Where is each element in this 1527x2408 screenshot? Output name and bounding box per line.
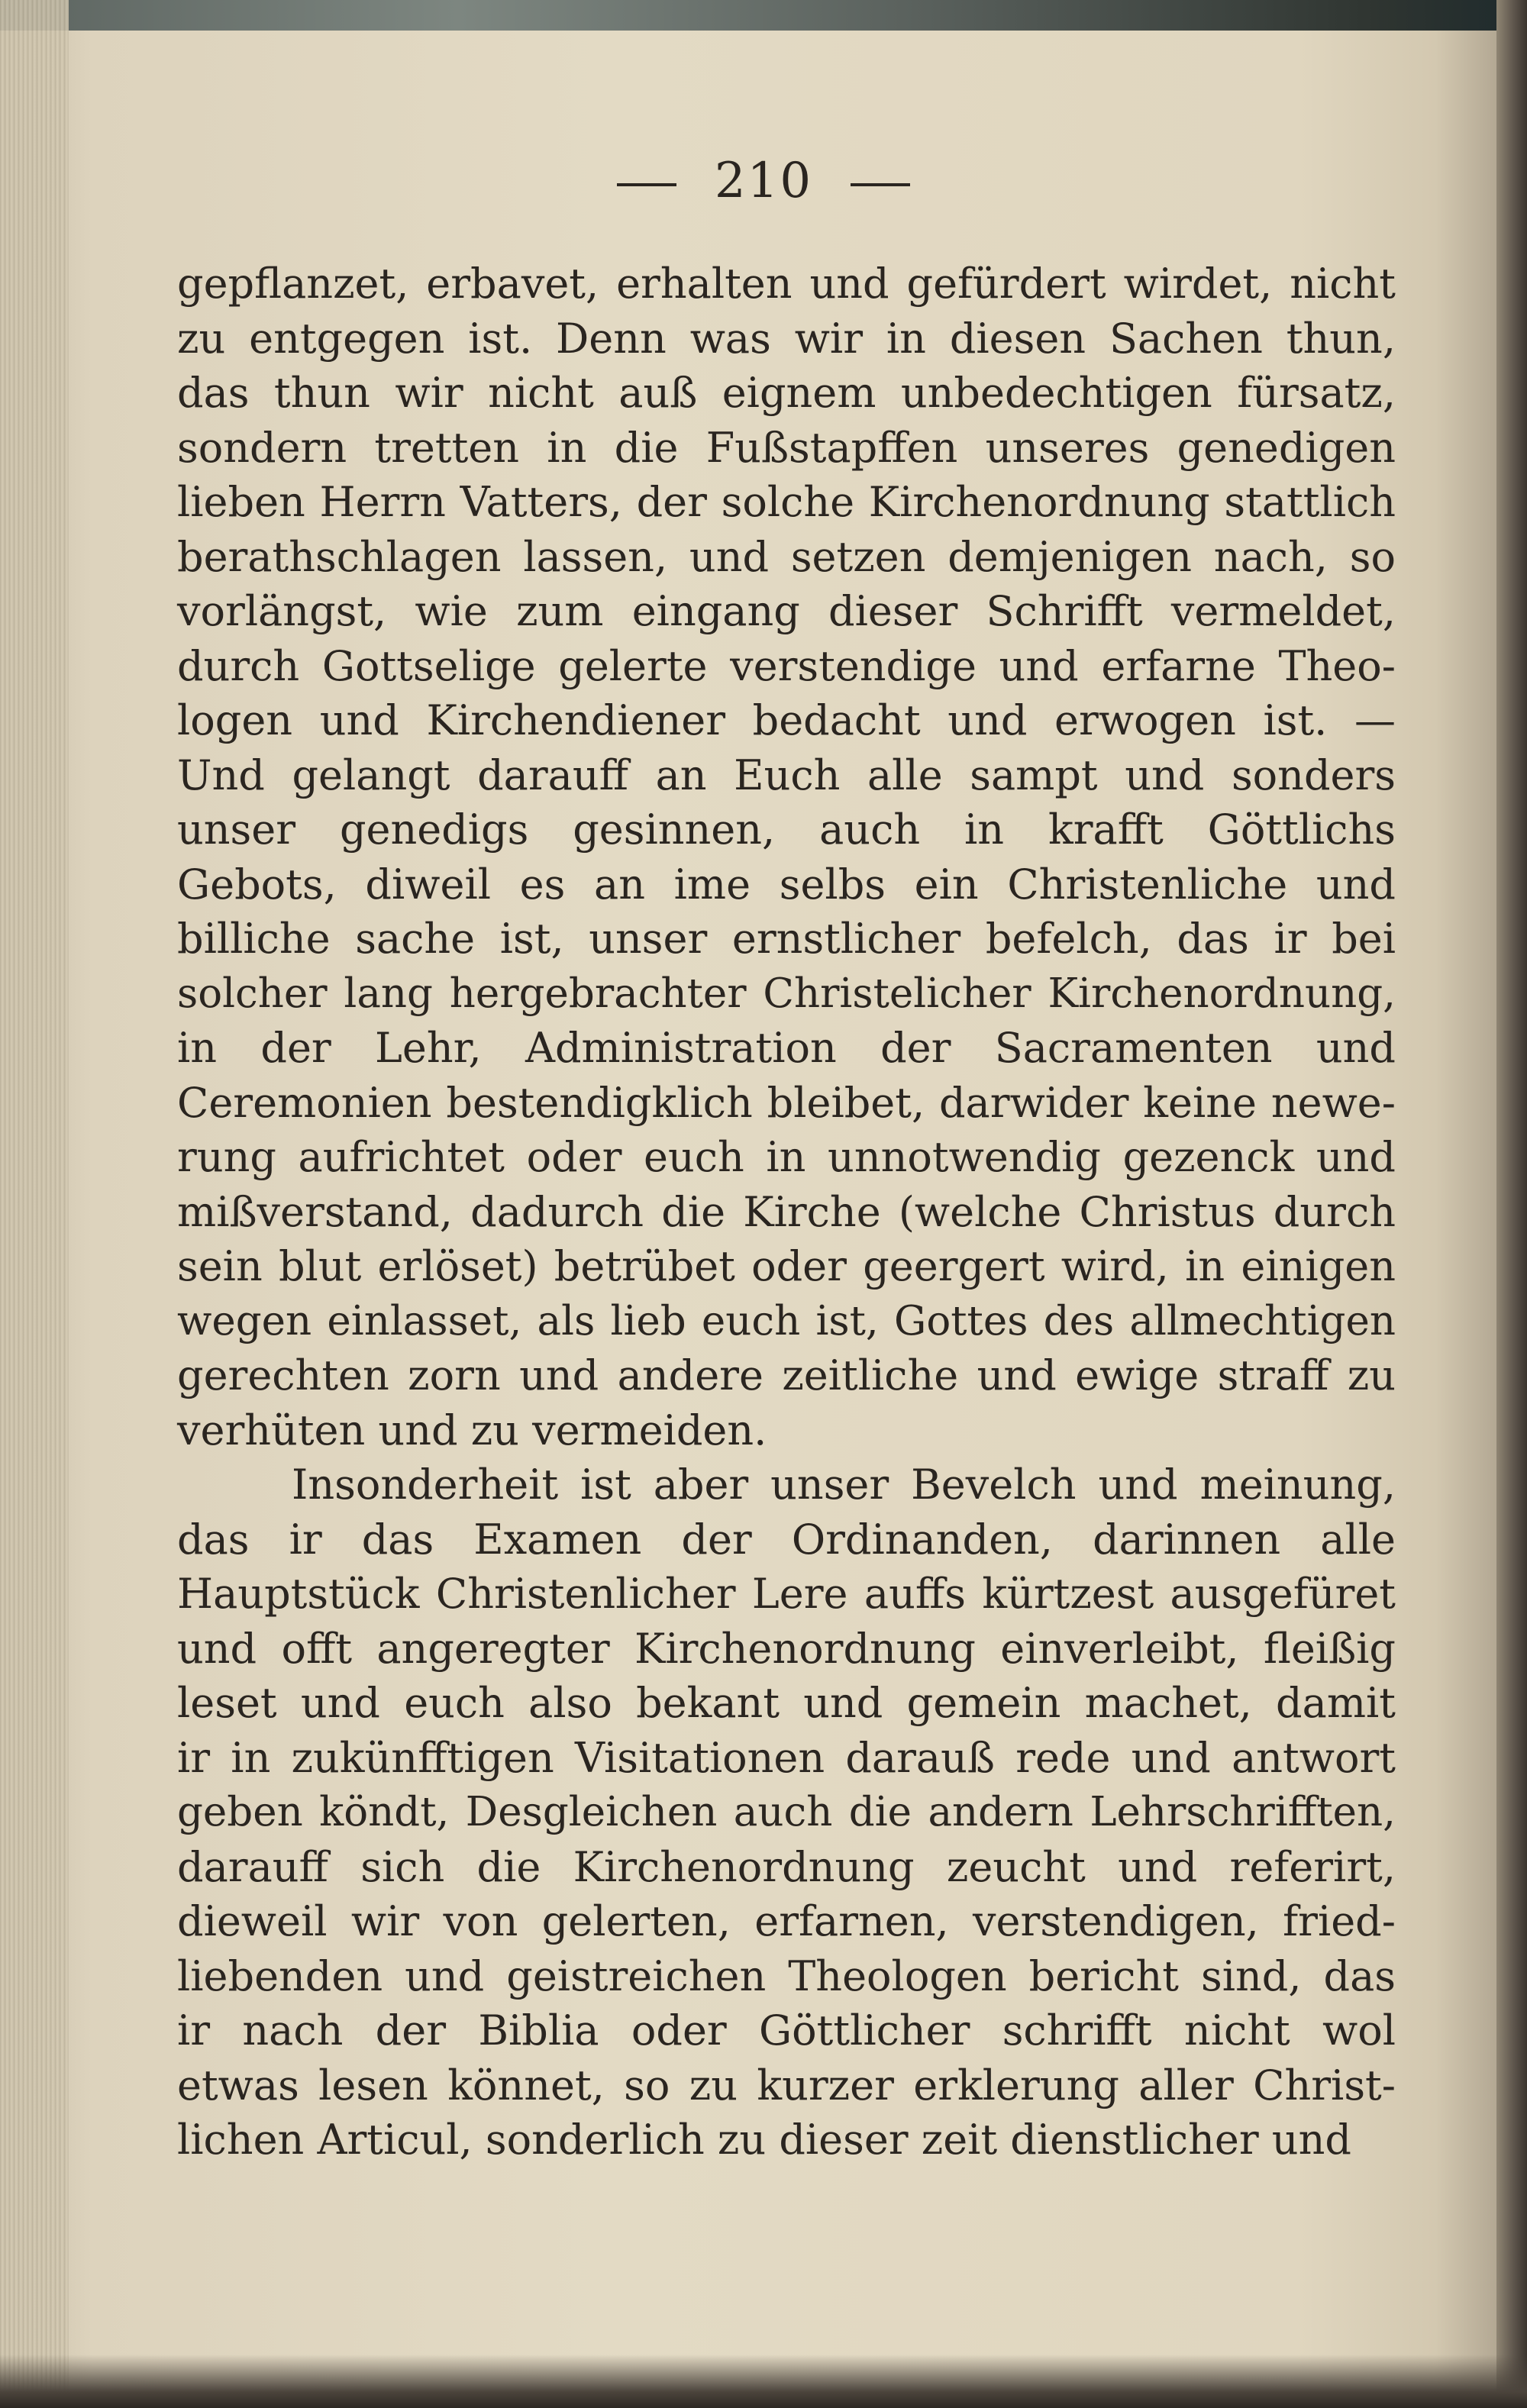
text-line: in der Lehr, Administration der Sacramenten und [177,1024,1396,1072]
text-line: berathschlagen lassen, und setzen demjenigen nach, so [177,532,1396,581]
background-top-strip [0,0,1527,31]
text-line: liebenden und geistreichen Theologen bericht sind, das [177,1951,1396,2000]
text-line: gerechten zorn und andere zeitliche und ewige straff zu [177,1351,1396,1399]
text-line: geben köndt, Desgleichen auch die andern Lehrschrifften, [177,1789,1396,1835]
text-line: und offt angeregter Kirchenordnung einverleibt, fleißig [177,1624,1396,1673]
text-line: verhüten und zu vermeiden. [177,1406,767,1454]
text-line: logen und Kirchendiener bedacht und erwogen ist. — [177,696,1396,744]
text-line: sein blut erlöset) betrübet oder geergert wird, in einigen [177,1242,1396,1290]
text-line: mißverstand, dadurch die Kirche (welche Christus durch [177,1187,1396,1236]
text-line: etwas lesen könnet, so zu kurzer erklerung aller Christ- [177,2061,1396,2109]
text-line: Insonderheit ist aber unser Bevelch und meinung, [292,1461,1396,1509]
text-line: solcher lang hergebrachter Christelicher Kirchenordnung, [177,970,1396,1017]
text-line: rung aufrichtet oder euch in unnotwendig gezenck und [177,1133,1396,1181]
page-bottom-shadow [0,2355,1527,2408]
text-line: zu entgegen ist. Denn was wir in diesen Sachen thun, [177,314,1396,363]
text-line: ir in zukünfftigen Visitationen darauß rede und antwort [177,1733,1396,1782]
text-line: dieweil wir von gelerten, erfarnen, verstendigen, fried- [177,1897,1396,1945]
text-line: sondern tretten in die Fußstapffen unseres genedigen [177,423,1396,472]
page-header [0,153,1527,209]
header-dash-right [851,183,910,186]
text-line: das thun wir nicht auß eignem unbedechtigen fürsatz, [177,369,1396,417]
text-line: Gebots, diweil es an ime selbs ein Christenliche und [177,860,1396,909]
body-text [177,257,1396,2168]
paragraph [177,257,1396,1457]
text-line: Und gelangt darauff an Euch alle sampt und sonders [177,750,1396,799]
text-line: gepflanzet, erbavet, erhalten und gefürdert wirdet, nicht [177,260,1396,308]
text-line: wegen einlasset, als lieb euch ist, Gottes des allmechtigen [177,1297,1396,1344]
text-line: billiche sache ist, unser ernstlicher befelch, das ir bei [177,915,1396,963]
text-line: leset und euch also bekant und gemein machet, damit [177,1679,1396,1727]
paragraph [177,1457,1396,2168]
header-dash-left [617,183,676,186]
text-line: das ir das Examen der Ordinanden, darinnen alle [177,1515,1396,1564]
text-line: darauff sich die Kirchenordnung zeucht und referirt, [177,1842,1396,1891]
text-line: Hauptstück Christenlicher Lere auffs kürtzest ausgefüret [177,1570,1396,1618]
text-line: lieben Herrn Vatters, der solche Kirchenordnung stattlich [177,478,1396,526]
page-number: 210 [714,153,813,209]
text-line: Ceremonien bestendigklich bleibet, darwider keine newe- [177,1078,1396,1127]
text-line: durch Gottselige gelerte verstendige und erfarne Theo- [177,641,1396,690]
book-spine-shadow [1496,0,1527,2408]
text-line: unser genedigs gesinnen, auch in krafft Göttlichs [177,805,1396,854]
text-line: vorlängst, wie zum eingang dieser Schrifft vermeldet, [177,587,1396,635]
text-line: ir nach der Biblia oder Göttlicher schrifft nicht wol [177,2006,1396,2055]
text-line: lichen Articul, sonderlich zu dieser zeit dienstlicher und [177,2116,1351,2164]
page-edges-left [0,0,69,2408]
